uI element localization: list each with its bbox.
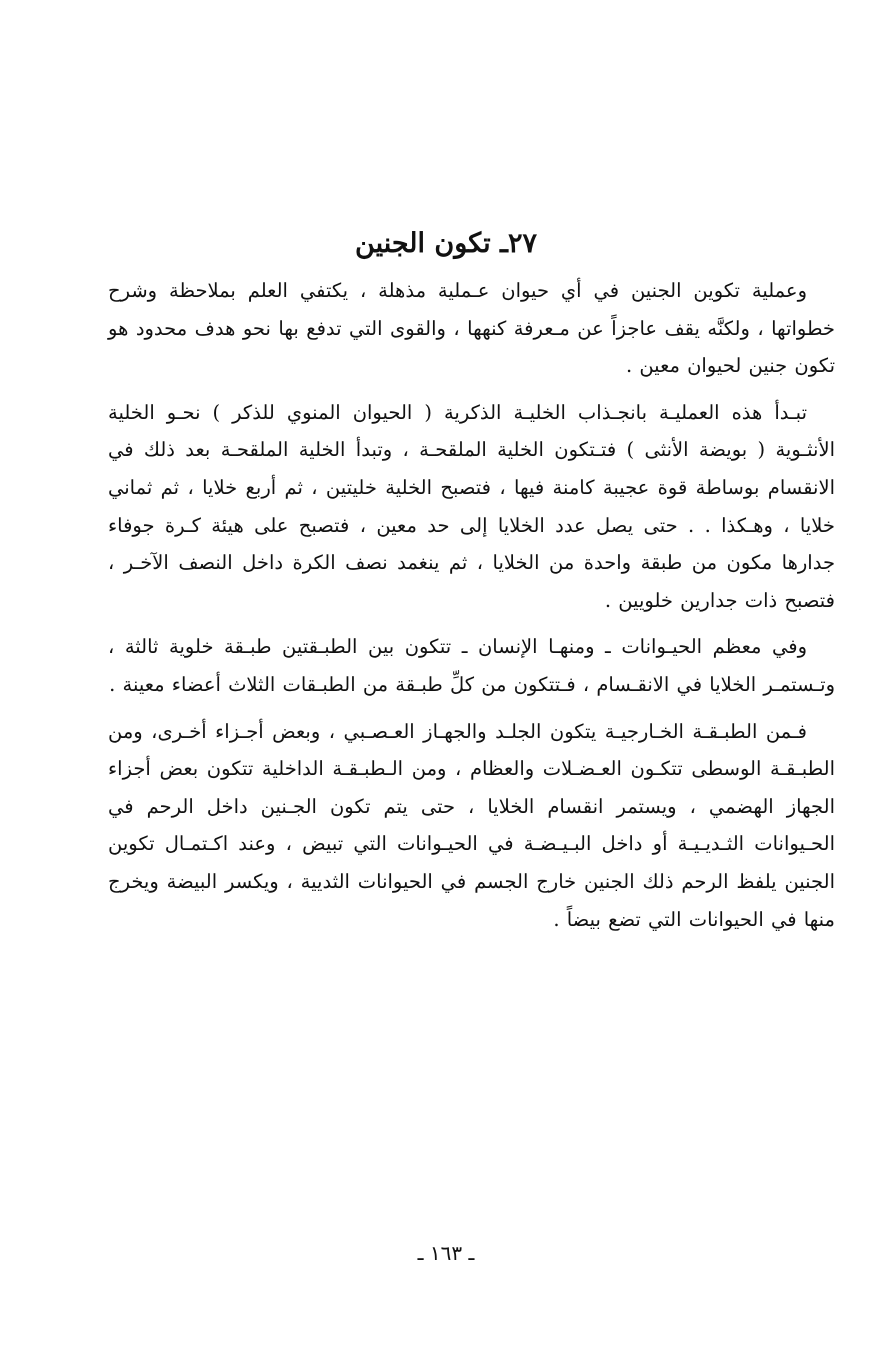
paragraph-4: فـمن الطبـقـة الخـارجيـة يتكون الجلـد والجهـاز العـصـبي ، وبعض أجـزاء أخـرى، ومن الطبـقـة الوسطى تتكـون العـضـلات والعظام ، ومن الـطبـقـة الداخلية تتكون بعض أجزاء الجهاز الهضمي ، ويستمر انقسام الخلايا ، حتى يتم تكون الجـنين داخل الرحم في الحـيوانات الثـديـيـة أو داخل البـيـضـة في الحيـوانات التي تبيض ، وعند اكـتمـال تكوين الجنين يلفظ الرحم ذلك الجنين خارج الجسم في الحيوانات الثديية ، ويكسر البيضة ويخرج منها في الحيوانات التي تضع بيضاً . [108, 719, 835, 931]
paragraph-2: تبـدأ هذه العمليـة بانجـذاب الخليـة الذكرية ( الحيوان المنوي للذكر ) نحـو الخلية الأنثـوية ( بويضة الأنثى ) فتـتكون الخلية الملقحـة ، وتبدأ الخلية الملقحـة بعد ذلك في الانقسام بوساطة قوة عجيبة كامنة فيها ، فتصبح الخلية خليتين ، ثم أربع خلايا ، ثم ثماني خلايا ، وهـكذا . . حتى يصل عدد الخلايا إلى حد معين ، فتصبح على هيئة كـرة جوفاء جدارها مكون من طبقة واحدة من الخلايا ، ثم ينغمد نصف الكرة داخل النصف الآخـر ، فتصبح ذات جدارين خلويين . [108, 400, 835, 612]
page-number: ـ ١٦٣ ـ [417, 1241, 475, 1265]
paragraph-1: وعملية تكوين الجنين في أي حيوان عـملية مذهلة ، يكتفي العلم بملاحظة وشرح خطواتها ، ولكنَّه يقف عاجزاً عن مـعرفة كنهها ، والقوى التي تدفع بها نحو هدف محدود هو تكون جنين لحيوان معين . [108, 279, 835, 378]
body-text [108, 272, 835, 947]
chapter-title: ٢٧ـ تكون الجنين [355, 228, 537, 259]
paragraph-3: وفي معظم الحيـوانات ـ ومنهـا الإنسان ـ تتكون بين الطبـقتين طبـقة خلوية ثالثة ، وتـستمـر الخلايا في الانقـسام ، فـتتكون من كلِّ طبـقة من الطبـقات الثلاث أعضاء معينة . [108, 635, 835, 696]
